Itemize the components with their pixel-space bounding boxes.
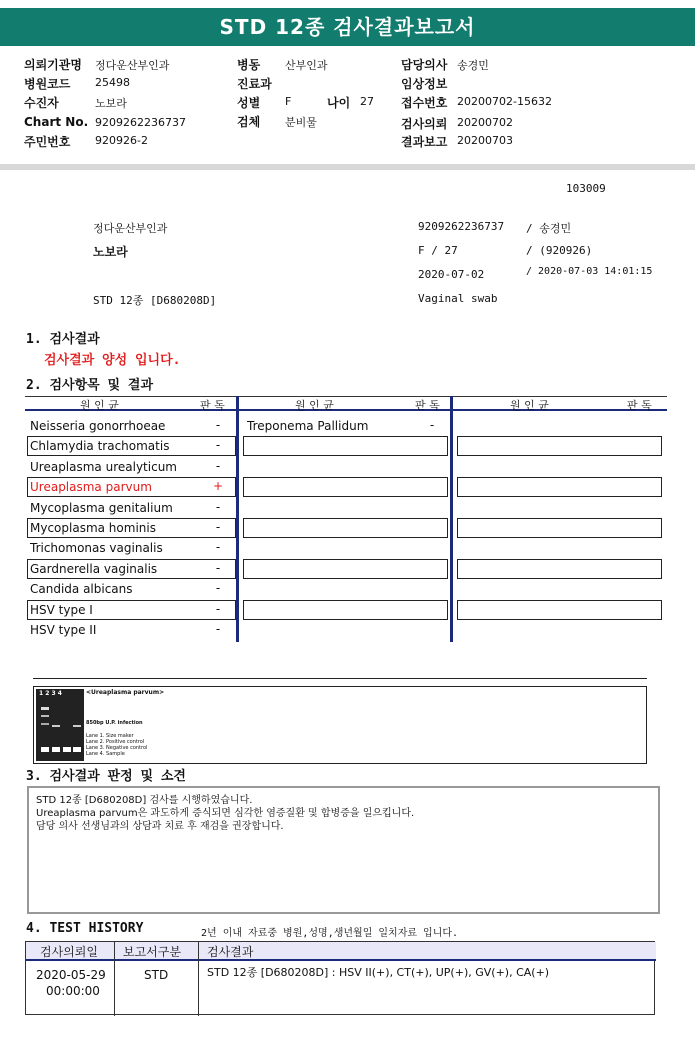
sex-label: 성별: [237, 96, 261, 110]
hospital-code-label: 병원코드: [24, 77, 71, 91]
pathogen-result: -: [215, 540, 221, 555]
sheet-specimen: Vaginal swab: [418, 292, 498, 305]
gel-band-label: 850bp U.P. infection: [86, 720, 143, 726]
institution-label: 의뢰기관명: [24, 58, 82, 72]
section2-title: 2. 검사항목 및 결과: [26, 378, 154, 393]
patient-label: 수진자: [24, 96, 59, 110]
pathogen-result: +: [212, 479, 224, 494]
col-pathogen-3: 원 인 균: [510, 399, 549, 412]
pathogen-result: -: [215, 418, 221, 432]
pathogen-result: -: [215, 622, 221, 636]
pathogen-result: -: [215, 458, 221, 473]
request-value: 20200702: [457, 116, 513, 129]
pathogen-result: -: [215, 499, 221, 514]
row-box: [243, 518, 448, 538]
col-result-3: 판 독: [627, 399, 652, 412]
history-type: STD: [144, 968, 169, 982]
history-table: [25, 941, 655, 1015]
hospital-code-value: 25498: [95, 76, 130, 89]
section1-title: 1. 검사결과: [26, 332, 100, 347]
section3-title: 3. 검사결과 판정 및 소견: [26, 769, 186, 784]
doctor-label: 담당의사: [401, 58, 448, 72]
row-box: [243, 559, 448, 579]
chart-value: 9209262236737: [95, 116, 186, 129]
remarks-box: [27, 786, 660, 914]
sheet-institution: 정다운산부인과: [93, 222, 168, 235]
age-label: 나이: [327, 96, 351, 110]
gel-legend-2: Lane 2. Positive control: [86, 739, 145, 745]
report-value: 20200703: [457, 134, 513, 147]
pathogen-name: Trichomonas vaginalis: [30, 541, 163, 556]
sheet-sex-age: F / 27: [418, 244, 458, 257]
patient-value: 노보라: [95, 97, 127, 110]
remark-line-3: 담당 의사 선생님과의 상담과 치료 후 재검을 권장합니다.: [36, 821, 284, 832]
receipt-value: 20200702-15632: [457, 95, 552, 108]
gel-legend: [86, 733, 147, 757]
specimen-label: 검체: [237, 115, 261, 129]
report-title: STD 12종 검사결과보고서: [0, 8, 695, 46]
ward-value: 산부인과: [285, 59, 328, 72]
gel-top-line: [33, 678, 647, 679]
history-time: 00:00:00: [46, 984, 100, 998]
col-result-2: 판 독: [415, 399, 440, 412]
col-pathogen-1: 원 인 균: [80, 399, 119, 412]
remark-line-1: STD 12종 [D680208D] 검사를 시행하였습니다.: [36, 795, 253, 806]
institution-value: 정다운산부인과: [95, 59, 170, 72]
pathogen-result: -: [215, 560, 221, 575]
column-divider-1: [236, 396, 239, 642]
pathogen-name: Neisseria gonorrhoeae: [30, 419, 166, 433]
pathogen-result: -: [215, 601, 221, 616]
history-sep-2: [198, 942, 199, 1016]
gel-figure: [33, 686, 647, 764]
sheet-chart: 9209262236737: [418, 220, 505, 233]
doctor-value: 송경민: [457, 59, 489, 72]
history-col-type: 보고서구분: [123, 945, 181, 959]
pathogen-result: -: [215, 581, 221, 596]
gel-image: [36, 689, 84, 761]
id-label: 주민번호: [24, 135, 71, 149]
receipt-label: 접수번호: [401, 96, 448, 110]
history-col-result: 검사결과: [207, 945, 254, 959]
history-note: 2년 이내 자료중 병원,성명,생년월일 일치자료 입니다.: [201, 928, 459, 939]
gel-legend-3: Lane 3. Negative control: [86, 745, 148, 751]
col-result-1: 판 독: [200, 399, 225, 412]
history-date: 2020-05-29: [36, 968, 106, 982]
row-box: [457, 559, 662, 579]
pathogen-name: Treponema Pallidum: [247, 419, 369, 433]
report-label: 결과보고: [401, 135, 448, 149]
age-value: 27: [360, 95, 374, 108]
pathogen-result: -: [215, 438, 221, 453]
pathogen-name: Mycoplasma hominis: [30, 521, 156, 535]
column-divider-2: [450, 396, 453, 642]
sex-value: F: [285, 95, 292, 108]
gel-lane-numbers: 1 2 3 4: [39, 690, 62, 697]
row-box: [457, 436, 662, 456]
pathogen-name: HSV type II: [30, 623, 97, 637]
gel-legend-1: Lane 1. Size maker: [86, 733, 134, 739]
sheet-birth: / (920926): [526, 244, 593, 257]
sheet-request-date: 2020-07-02: [418, 268, 485, 281]
pathogen-name: Ureaplasma urealyticum: [30, 459, 177, 474]
row-box: [243, 477, 448, 497]
sheet-test: STD 12종 [D680208D]: [93, 294, 217, 307]
section4-title: 4. TEST HISTORY: [26, 921, 144, 936]
remark-line-2: Ureaplasma parvum은 과도하게 증식되면 심각한 염증질환 및 합병증을 일으킵니다.: [36, 808, 415, 819]
request-label: 검사의뢰: [401, 117, 448, 131]
gel-title: <Ureaplasma parvum>: [86, 689, 165, 696]
ward-label: 병동: [237, 58, 261, 72]
pathogen-name: Ureaplasma parvum: [30, 480, 152, 495]
gel-legend-4: Lane 4. Sample: [86, 751, 125, 757]
pathogen-name: Candida albicans: [30, 582, 133, 597]
clinical-label: 임상정보: [401, 77, 448, 91]
row-box: [457, 600, 662, 620]
sheet-report-datetime: / 2020-07-03 14:01:15: [526, 266, 653, 277]
history-col-date: 검사의뢰일: [40, 945, 98, 959]
sheet-code: 103009: [566, 182, 606, 195]
id-value: 920926-2: [95, 134, 148, 147]
row-box: [457, 518, 662, 538]
sheet-patient: 노보라: [93, 245, 128, 259]
sheet-doctor: / 송경민: [526, 222, 572, 235]
pathogen-name: HSV type I: [30, 602, 93, 617]
positive-message: 검사결과 양성 입니다.: [44, 353, 181, 368]
pathogen-result: -: [429, 418, 435, 432]
dept-label: 진료과: [237, 77, 272, 91]
chart-label: Chart No.: [24, 115, 89, 129]
row-box: [243, 600, 448, 620]
history-result: STD 12종 [D680208D] : HSV II(+), CT(+), UP(+), GV(+), CA(+): [207, 966, 550, 979]
pathogen-name: Chlamydia trachomatis: [30, 439, 170, 454]
row-box: [243, 436, 448, 456]
results-table-header: [25, 396, 667, 411]
col-pathogen-2: 원 인 균: [295, 399, 334, 412]
pathogen-name: Gardnerella vaginalis: [30, 561, 158, 576]
header-info: [0, 54, 695, 164]
pathogen-name: Mycoplasma genitalium: [30, 500, 173, 515]
history-header: [26, 942, 656, 961]
specimen-value: 분비물: [285, 116, 317, 129]
header-divider: [0, 164, 695, 170]
history-sep-1: [114, 942, 115, 1016]
pathogen-result: -: [215, 520, 221, 534]
row-box: [457, 477, 662, 497]
